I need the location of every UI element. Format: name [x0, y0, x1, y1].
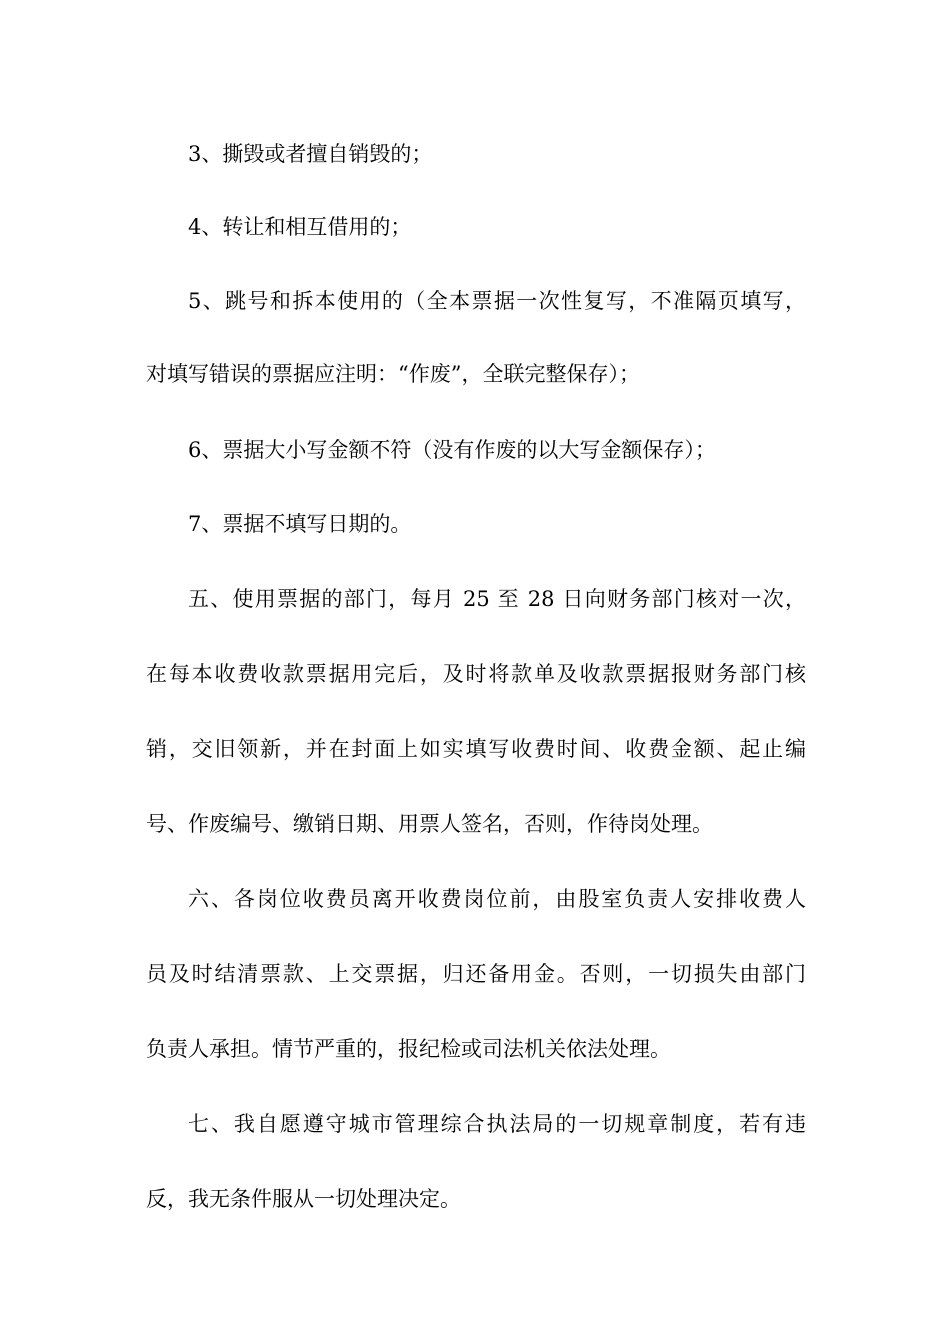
item-6-line: 6、票据大小写金额不符（没有作废的以大写金额保存）； [188, 438, 716, 462]
section-5-line-1: 五、使用票据的部门，每月 25 至 28 日向财务部门核对一次， [188, 587, 806, 611]
section-5-line-3: 销，交旧领新，并在封面上如实填写收费时间、收费金额、起止编 [146, 737, 806, 761]
item-5-line-2: 对填写错误的票据应注明：“作废”，全联完整保存）； [146, 362, 640, 386]
section-6-line-2: 员及时结清票款、上交票据，归还备用金。否则，一切损失由部门 [146, 962, 806, 986]
section-5-line-2: 在每本收费收款票据用完后，及时将款单及收款票据报财务部门核 [146, 662, 806, 686]
item-3-line: 3、撕毁或者擅自销毁的； [188, 142, 433, 166]
section-5-line-4: 号、作废编号、缴销日期、用票人签名，否则，作待岗处理。 [146, 812, 713, 836]
item-7-line: 7、票据不填写日期的。 [188, 512, 412, 536]
item-5-line-1: 5、跳号和拆本使用的（全本票据一次性复写，不准隔页填写， [188, 289, 806, 313]
item-4-line: 4、转让和相互借用的； [188, 215, 412, 239]
section-6-line-3: 负责人承担。情节严重的，报纪检或司法机关依法处理。 [146, 1037, 671, 1061]
section-7-line-1: 七、我自愿遵守城市管理综合执法局的一切规章制度，若有违 [188, 1112, 806, 1136]
section-6-line-1: 六、各岗位收费员离开收费岗位前，由股室负责人安排收费人 [188, 887, 806, 911]
section-7-line-2: 反，我无条件服从一切处理决定。 [146, 1187, 461, 1211]
